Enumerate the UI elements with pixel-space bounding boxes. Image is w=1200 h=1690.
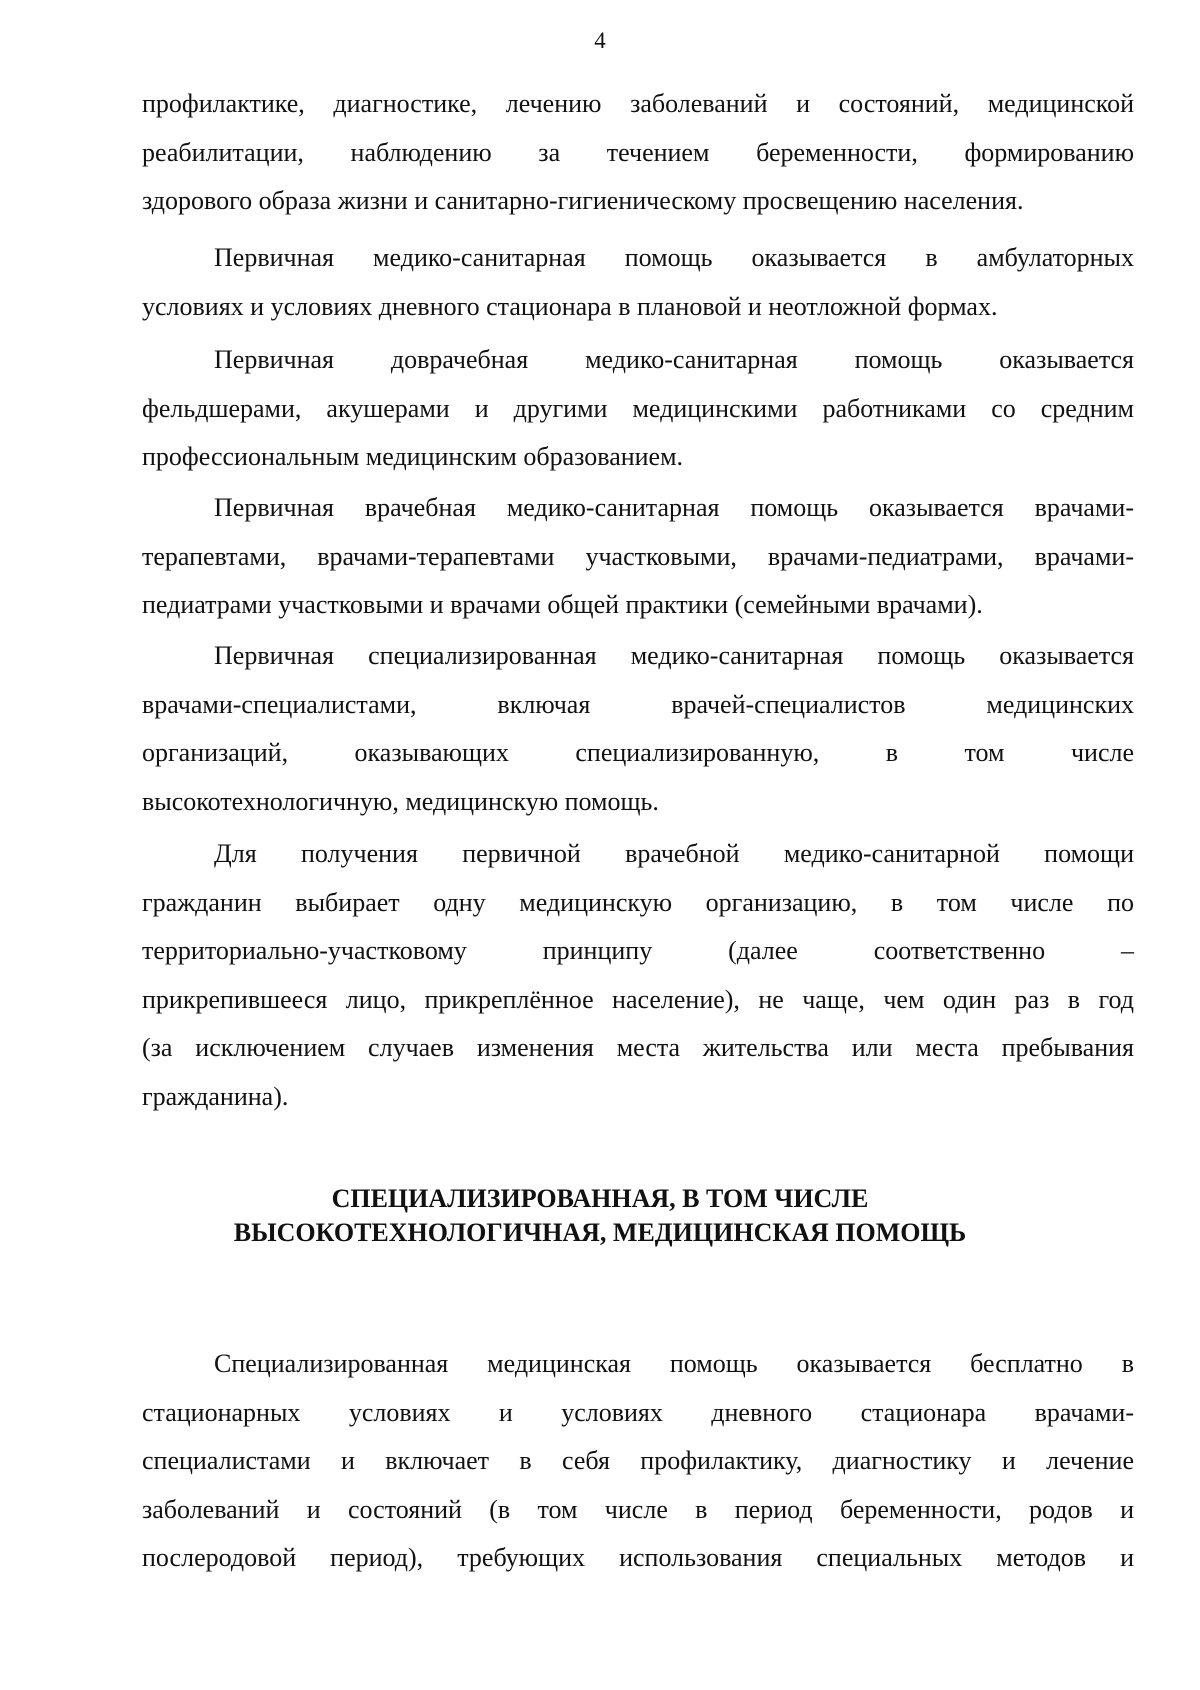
text-line: здорового образа жизни и санитарно-гигиеническому просвещению населения. [142,186,1024,215]
paragraph-6 [142,830,1134,1121]
text-line: прикрепившееся лицо, прикреплённое население), не чаще, чем один раз в год [142,984,1134,1014]
page-number: 4 [594,28,606,53]
text-line: высокотехнологичную, медицинскую помощь. [142,786,659,816]
text-line: территориально-участковому принципу (далее соответственно – [142,936,1134,965]
section-heading [0,1182,1200,1250]
text-line: Первичная доврачебная медико-санитарная помощь оказывается [214,345,1134,374]
text-line: профилактике, диагностике, лечению заболеваний и состояний, медицинской [142,89,1134,118]
text-line: специалистами и включает в себя профилактику, диагностику и лечение [142,1446,1134,1475]
section-heading-line-1: СПЕЦИАЛИЗИРОВАННАЯ, В ТОМ ЧИСЛЕ [331,1184,869,1213]
paragraph-2 [142,234,1134,331]
paragraph-7 [142,1340,1134,1583]
text-line: фельдшерами, акушерами и другими медицинскими работниками со средним [142,393,1134,423]
text-line: терапевтами, врачами-терапевтами участковыми, врачами-педиатрами, врачами- [142,541,1134,571]
section-heading-line-2: ВЫСОКОТЕХНОЛОГИЧНАЯ, МЕДИЦИНСКАЯ ПОМОЩЬ [233,1218,967,1247]
paragraph-3 [142,336,1134,482]
text-line: гражданин выбирает одну медицинскую организацию, в том числе по [142,887,1134,917]
text-line: (за исключением случаев изменения места жительства или места пребывания [142,1033,1134,1062]
paragraph-1 [142,80,1134,226]
text-line: Первичная врачебная медико-санитарная помощь оказывается врачами- [214,493,1134,522]
text-line: условиях и условиях дневного стационара в плановой и неотложной формах. [142,291,998,321]
text-line: стационарных условиях и условиях дневного стационара врачами- [142,1397,1134,1427]
text-line: послеродовой период), требующих использования специальных методов и [142,1543,1134,1572]
text-line: Первичная медико-санитарная помощь оказывается в амбулаторных [214,243,1134,272]
text-line: организаций, оказывающих специализированную, в том числе [142,738,1134,767]
text-line: педиатрами участковыми и врачами общей практики (семейными врачами). [142,590,983,619]
text-line: заболеваний и состояний (в том числе в период беременности, родов и [142,1494,1134,1524]
paragraph-5 [142,632,1134,826]
text-line: реабилитации, наблюдению за течением беременности, формированию [142,137,1134,167]
text-line: гражданина). [142,1081,289,1111]
paragraph-4 [142,484,1134,630]
text-line: Первичная специализированная медико-санитарная помощь оказывается [214,641,1134,670]
text-line: Специализированная медицинская помощь оказывается бесплатно в [214,1349,1134,1378]
text-line: Для получения первичной врачебной медико-санитарной помощи [214,839,1134,868]
text-line: врачами-специалистами, включая врачей-специалистов медицинских [142,689,1134,719]
text-line: профессиональным медицинским образованием. [142,442,684,471]
